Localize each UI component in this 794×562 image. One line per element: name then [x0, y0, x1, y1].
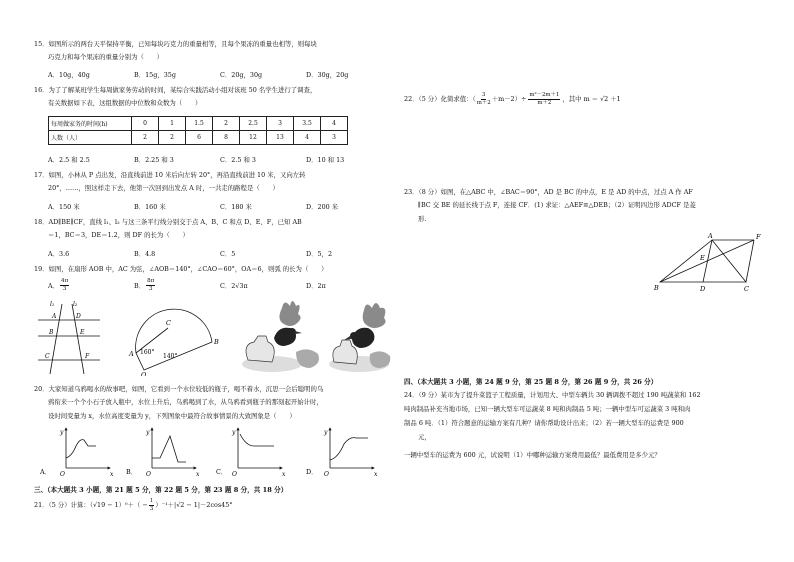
q24-line4: 元，	[418, 433, 431, 441]
graph-c-origin: O	[232, 471, 237, 478]
q20-line2: 鸦衔来一个个小石子放入瓶中，水位上升后，乌鸦喝到了水，从乌鸦看到瓶子的那刻起开始计时，	[48, 398, 323, 406]
q19-option-a	[48, 278, 134, 293]
table-cell: 3.5	[294, 117, 321, 131]
fig19-angle-160: 160°	[140, 349, 155, 356]
section-3-heading: 三、（本大题共 3 小题，第 21 题 5 分，第 22 题 5 分，第 23 题 8 分，共 18 分）	[34, 486, 288, 494]
fig18-label-a: A	[52, 313, 57, 320]
q16-line2: 有关数据如下表，这组数据的中位数和众数为（ ）	[48, 99, 202, 107]
crow-illustration-2	[329, 303, 390, 372]
fig23-label-a: A	[708, 232, 713, 240]
graph-b-label: B．	[126, 468, 138, 476]
fig23-label-d: D	[700, 285, 706, 293]
table-cell: 1	[159, 117, 186, 131]
q18-options	[48, 249, 386, 258]
q23-line3: 形.	[418, 215, 427, 223]
q20-line1: 20．大家知道乌鸦喝水的故事吧，如图，它看到一个水位较低的瓶子，喝不着水，沉思一会后聪明的乌	[34, 385, 324, 393]
fig19-angle-140: 140°	[163, 353, 178, 360]
fig18-label-f: F	[85, 353, 90, 360]
q16-line1: 16．为了了解某班学生每周做家务劳动的时间，某综合实践活动小组对该班 50 名学生进行了调查，	[34, 86, 317, 94]
q15-line1: 15．如图所示的两台天平保持平衡，已知每块巧克力的重量相等，且每个果冻的重量也相等，则每块	[34, 40, 317, 48]
fig19-label-a: A	[129, 350, 134, 358]
q21	[34, 498, 232, 512]
q19-option-b-label: B．	[134, 282, 146, 290]
fraction-denominator: 3	[148, 286, 153, 292]
graph-b-x-label: x	[196, 471, 200, 478]
q16-table	[48, 116, 348, 145]
q24-line5: 一辆中型车的运费为 600 元，试说明（1）中哪种运输方案费用最低？最低费用是多少元？	[404, 451, 661, 459]
table-cell: 4	[321, 117, 348, 131]
fraction-numerator: 3	[482, 92, 486, 98]
q18-option-a: A．3.6	[48, 250, 70, 258]
fraction-denominator: m＋2	[537, 99, 552, 106]
fraction-numerator: 1	[149, 498, 154, 504]
fig19-label-o: O	[141, 371, 147, 376]
table-cell: 2	[132, 131, 159, 145]
q16-option-c: C．2.5 和 3	[220, 156, 256, 164]
q21-tail: ）⁻¹＋|√2 − 1|－2cos45°	[155, 500, 233, 509]
table-header-cell: 人数（人）	[49, 131, 132, 145]
table-row	[49, 131, 348, 145]
fig19-sector	[128, 309, 219, 376]
q19-fraction-b	[146, 278, 155, 293]
fig18-label-l2: l₂	[73, 301, 78, 308]
fig23-label-e: E	[700, 254, 705, 262]
q17-option-c: C．180 米	[220, 203, 252, 211]
q19-fraction-a	[60, 278, 69, 293]
table-cell: 3	[321, 131, 348, 145]
q24-line2: 吨肉制品补充当地市场，已知一辆大型车可运蔬菜 8 吨和肉制品 5 吨；一辆中型车可运蔬菜 3 吨和肉	[404, 405, 691, 413]
fraction-denominator: 3	[149, 505, 154, 512]
q17-option-d: D．200 米	[306, 203, 339, 211]
q16-option-b: B．2.25 和 3	[134, 156, 174, 164]
q21-expr: √19 − 1	[92, 500, 119, 509]
graph-b	[126, 428, 200, 478]
graph-d-origin: O	[324, 471, 329, 478]
q17-line2: 20°，……，照这样走下去，他第一次回到出发点 A 时，一共走的路程是（ ）	[48, 184, 279, 192]
q19-option-a-label: A．	[48, 282, 60, 290]
q15-option-c: C．20g，30g	[220, 71, 263, 79]
q20-line3: 设时间变量为 x，水位高度变量为 y，下列图象中最符合故事情景的大致图象是（ ）	[48, 412, 296, 420]
q18-line1: 18．AD∥BE∥CF，直线 l₁、l₂ 与这三条平行线分别交于点 A、B、C 和点 D、E、F，已知 AB	[34, 218, 302, 226]
fig23-label-c: C	[744, 285, 749, 293]
q19-option-c: C．2√3π	[220, 282, 248, 290]
graph-c	[216, 428, 286, 478]
q16-option-d: D．10 和 13	[306, 156, 345, 164]
fig19-label-c: C	[166, 319, 171, 327]
table-row	[49, 117, 348, 131]
q15-line2: 巧克力和每个果冻的重量分别为（ ）	[48, 53, 164, 61]
crow-illustration-1	[242, 301, 319, 372]
table-cell: 2	[159, 131, 186, 145]
fraction-denominator: 3	[62, 286, 67, 292]
q23-line2: ∥BC 交 BE 的延长线于点 F，连接 CF．(1) 求证：△AEF≌△DEB；（2）证明四边形 ADCF 是菱	[418, 201, 696, 209]
fig18-label-d: D	[76, 313, 81, 320]
q15-option-a: A．10g，40g	[48, 71, 90, 79]
q19-option-b	[134, 278, 220, 293]
section-4-heading: 四、（本大题共 3 小题，第 24 题 9 分，第 25 题 8 分，第 26 题 9 分，共 26 分）	[404, 378, 658, 386]
q24-line1: 24．（9 分）某市为了提升菜篮子工程质量，计划用大、中型车辆共 30 辆调拨不超过 190 吨蔬菜和 162	[404, 391, 701, 399]
fig18-label-l1: l₁	[50, 301, 55, 308]
table-cell: 13	[267, 131, 294, 145]
q23-line1: 23．（8 分）如图，在△ABC 中，∠BAC＝90°，AD 是 BC 的中点，E 是 AD 的中点，过点 A 作 AF	[404, 188, 693, 196]
q19-option-d: D．2π	[306, 282, 326, 290]
q17-options	[48, 202, 386, 211]
fraction-numerator: 8π	[147, 278, 155, 284]
graph-d-y-label: y	[324, 429, 328, 436]
q22-mid: ＋m－2）÷	[491, 94, 527, 103]
table-cell: 4	[294, 131, 321, 145]
q17-line1: 17．如图，小林从 P 点出发，沿直线前进 10 米后向左转 20°，再沿直线前进 10 米，又向左转	[34, 171, 306, 179]
graph-d	[306, 428, 378, 478]
table-cell: 3	[267, 117, 294, 131]
q22	[404, 92, 621, 106]
q17-option-a: A．150 米	[48, 203, 80, 211]
q18-option-d: D．5，2	[306, 250, 333, 258]
q18-option-c: C．5	[220, 250, 236, 258]
fraction-numerator: m²－2m＋1	[529, 92, 560, 98]
q22-tail: ，其中 m ＝ √2 ＋1	[562, 94, 621, 103]
table-cell: 2.5	[240, 117, 267, 131]
graph-a-x-label: x	[110, 471, 114, 478]
table-header-cell: 每周做家务的时间(h)	[49, 117, 132, 131]
fraction-numerator: 4π	[61, 278, 69, 284]
fig18-label-e: E	[80, 329, 85, 336]
q16-option-a: A．2.5 和 2.5	[48, 156, 90, 164]
table-cell: 8	[213, 131, 240, 145]
graph-a	[40, 428, 114, 478]
fig23-label-b: B	[654, 284, 659, 292]
graph-b-origin: O	[146, 471, 151, 478]
q24-line3: 制品 6 吨．（1）符合题意的运输方案有几种？请你帮助设计出来；（2）若一辆大型车的运费是 900	[404, 419, 684, 427]
q19-options	[48, 278, 386, 293]
q15-option-b: B．15g，35g	[134, 71, 176, 79]
q21-rest: ）⁰＋（ −	[118, 500, 148, 509]
fig18-parallel-lines	[38, 301, 100, 374]
fig18-label-b: B	[49, 329, 54, 336]
graph-d-x-label: x	[374, 471, 378, 478]
q22-prefix: 22．（5 分）化简求值：（	[404, 94, 476, 103]
q17-option-b: B．160 米	[134, 203, 166, 211]
graph-b-y-label: y	[146, 429, 150, 436]
table-cell: 0	[132, 117, 159, 131]
graph-c-y-label: y	[232, 429, 236, 436]
fig19-label-b: B	[214, 338, 219, 346]
fig18-label-c: C	[45, 353, 50, 360]
q21-fraction	[149, 498, 155, 512]
q15-options	[48, 70, 386, 79]
q21-prefix: 21．（5 分）计算：（	[34, 500, 93, 509]
table-cell: 1.5	[186, 117, 213, 131]
fraction-denominator: m＋2	[476, 99, 491, 106]
fig23-geometry	[652, 232, 764, 294]
graph-a-label: A．	[40, 468, 52, 476]
figure-row	[34, 298, 394, 376]
fig23-label-f: F	[756, 233, 761, 241]
table-cell: 6	[186, 131, 213, 145]
table-cell: 12	[240, 131, 267, 145]
q18-line2: ＝1，BC＝3，DE＝1.2，则 DF 的长为（ ）	[48, 231, 189, 239]
q19-line1: 19．如图，在扇形 AOB 中，AC 为弦，∠AOB＝140°，∠CAO＝60°，OA＝6，则弧 的长为（ ）	[34, 265, 328, 273]
q18-option-b: B．4.8	[134, 250, 156, 258]
graph-a-origin: O	[60, 471, 65, 478]
q22-fraction-2	[528, 92, 560, 106]
table-cell: 2	[213, 117, 240, 131]
graph-d-label: D．	[306, 468, 318, 476]
graph-c-x-label: x	[282, 471, 286, 478]
graph-a-y-label: y	[60, 429, 64, 436]
q20-graphs	[40, 424, 390, 480]
q22-fraction-1	[477, 92, 491, 106]
q15-option-d: D．30g，20g	[306, 71, 349, 79]
q16-options	[48, 155, 386, 164]
graph-c-label: C．	[216, 468, 228, 476]
